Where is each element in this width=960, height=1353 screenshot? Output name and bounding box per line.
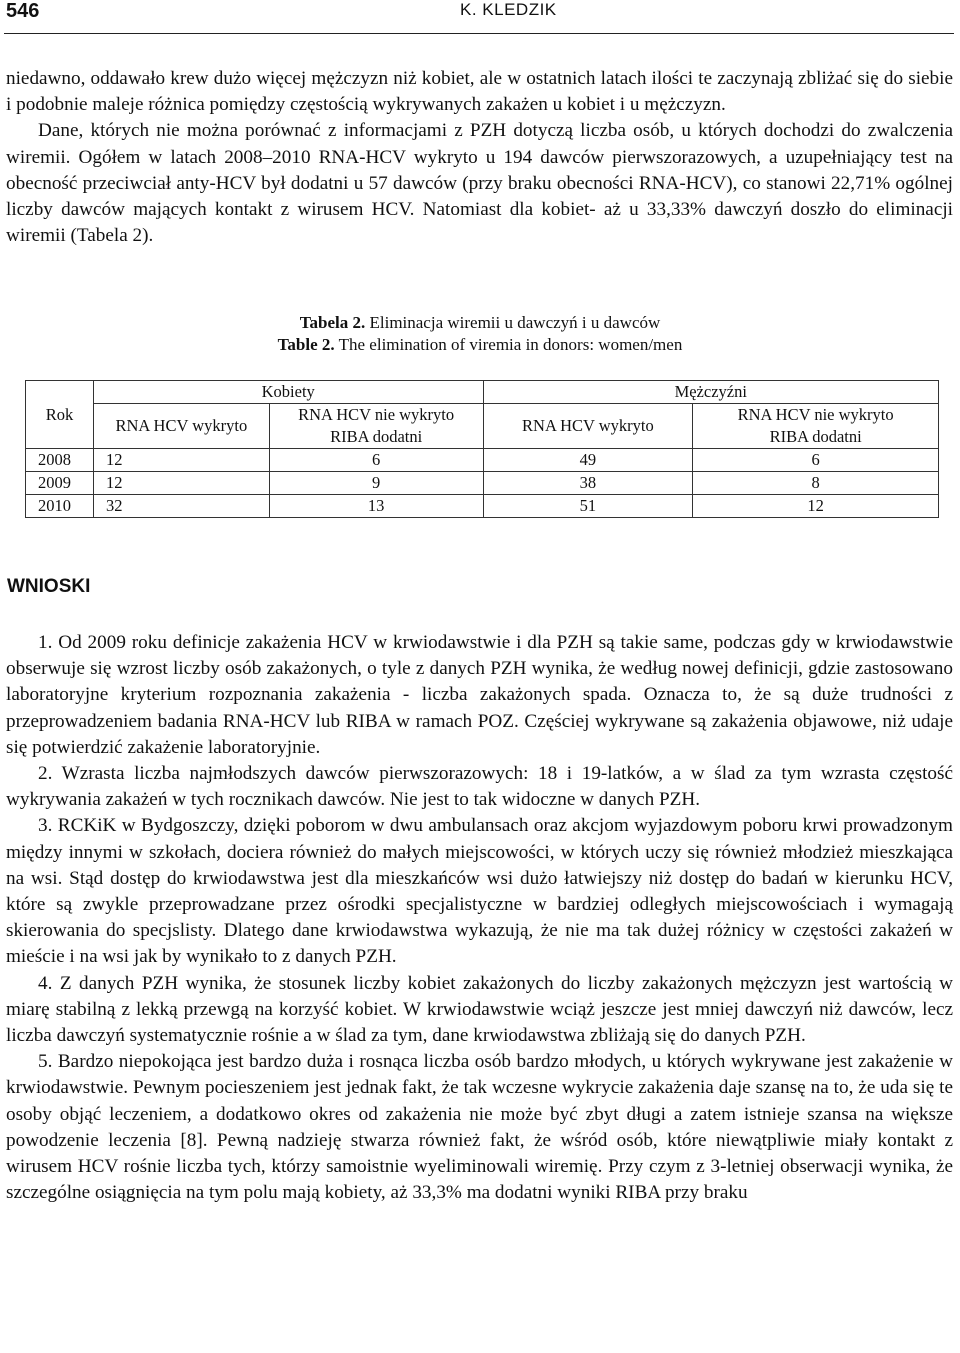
header-women-not-detected	[269, 404, 483, 449]
header-women: Kobiety	[93, 381, 483, 404]
header-rule	[4, 33, 954, 34]
table-row	[26, 449, 939, 472]
cell-men-detected: 49	[483, 449, 693, 472]
cell-year: 2008	[26, 449, 94, 472]
page-number: 546	[6, 0, 40, 22]
caption-text: The elimination of viremia in donors: women/men	[338, 335, 683, 354]
header-men: Mężczyźni	[483, 381, 938, 404]
header-women-detected: RNA HCV wykryto	[93, 404, 269, 449]
conclusion-item: 1. Od 2009 roku definicje zakażenia HCV w krwiodawstwie i dla PZH są takie same, podczas gdy w krwiodawstwie obserwuje się wzrost liczby osób zakażonych, o tyle z danych PZH wynika, że według nowej definicji, gdzie zastosowano laboratoryjne kryterium rozpoznania zakażenia - liczba zakażonych spada. Oznacza to, że są duże trudności z przeprowadzeniem badania RNA-HCV lub RIBA w ramach POZ. Częściej wykrywane są zakażenia objawowe, niż udaje się potwierdzić zakażenie laboratoryjnie.	[6, 632, 953, 758]
conclusion-item: 4. Z danych PZH wynika, że stosunek liczby kobiet zakażonych do liczby zakażonych mężczyzn jest wartością w miarę stabilną z lekką przewgą na korzyść kobiet. W krwiodawstwie wciąż jeszcze jest mniej dawczyń niż dawców, lecz liczba dawczyń systematycznie rośnie a w ślad za tym, dane krwiodawstwa zbliżają się do danych PZH.	[6, 972, 953, 1047]
cell-men-detected: 38	[483, 472, 693, 495]
cell-women-detected: 12	[93, 472, 269, 495]
table-caption-en	[0, 334, 960, 356]
table-group-header-row	[26, 381, 939, 404]
cell-women-riba: 13	[269, 495, 483, 518]
table-caption-pl	[0, 312, 960, 334]
header-line: RIBA dodatni	[769, 427, 862, 446]
intro-text	[6, 66, 953, 249]
caption-label: Table 2.	[277, 335, 335, 354]
table-row	[26, 472, 939, 495]
caption-label: Tabela 2.	[299, 313, 366, 332]
cell-year: 2010	[26, 495, 94, 518]
section-heading: WNIOSKI	[7, 576, 91, 597]
caption-text: Eliminacja wiremii u dawczyń i u dawców	[369, 313, 661, 332]
page-header	[0, 0, 960, 36]
paragraph: Dane, których nie można porównać z informacjami z PZH dotyczą liczba osób, u których dochodzi do zwalczenia wiremii. Ogółem w latach 2008–2010 RNA-HCV wykryto u 194 dawców pierwszorazowych, a uzupełniający test na obecność przeciwciał anty-HCV był dodatni u 57 dawców (przy braku obecności RNA-HCV), co stanowi 22,71% ogólnej liczby dawców mających kontakt z wirusem HCV. Natomiast dla kobiet- aż u 33,33% dawczyń doszło do eliminacji wiremii (Tabela 2).	[6, 120, 953, 247]
header-men-detected: RNA HCV wykryto	[483, 404, 693, 449]
cell-men-riba: 8	[693, 472, 939, 495]
cell-men-detected: 51	[483, 495, 693, 518]
header-line: RNA HCV nie wykryto	[298, 405, 455, 424]
conclusions-text	[6, 630, 953, 1206]
header-line: RIBA dodatni	[330, 427, 423, 446]
paragraph: niedawno, oddawało krew dużo więcej mężczyzn niż kobiet, ale w ostatnich latach ilości te zaczynają zbliżać się do siebie i podobnie maleje różnica pomiędzy częstością wykrywanych zakażen u kobiet i u mężczyzn.	[6, 68, 953, 116]
table-column-header-row	[26, 404, 939, 449]
conclusion-item: 5. Bardzo niepokojąca jest bardzo duża i rosnąca liczba osób bardzo młodych, u których wykrywane jest zakażenie w krwiodawstwie. Pewnym pocieszeniem jest jednak fakt, że tak wczesne wykrycie zakażenia daje szansę na to, że uda się te osoby objąć leczeniem, a dodatkowo okres od zakażenia nie może być zbyt długi a zatem istnieje szansa na większe powodzenie leczenia [8]. Pewną nadzieję stwarza również fakt, że wśród osób, które niewątpliwie miały kontakt z wirusem HCV rośnie liczba tych, którzy samoistnie wyeliminowali wiremię. Przy czym z 3-letniej obserwacji wynika, że szczególne osiągnięcia na tym polu mają kobiety, aż 33,3% ma dodatni wyniki RIBA przy braku	[6, 1051, 953, 1204]
cell-women-riba: 9	[269, 472, 483, 495]
cell-women-riba: 6	[269, 449, 483, 472]
header-line: RNA HCV nie wykryto	[737, 405, 894, 424]
header-year: Rok	[26, 381, 94, 449]
cell-men-riba: 6	[693, 449, 939, 472]
cell-women-detected: 12	[93, 449, 269, 472]
running-head: K. KLEDZIK	[460, 0, 557, 19]
header-men-not-detected	[693, 404, 939, 449]
conclusion-item: 3. RCKiK w Bydgoszczy, dzięki poborom w dwu ambulansach oraz akcjom wyjazdowym poboru krwi prowadzonym między innymi w szkołach, dociera również do małych miejscowości, w których uczy się również młodzież mieszkająca na wsi. Stąd dostęp do krwiodawstwa jest dla mieszkańców wsi dużo łatwiejszy niż dostęp do badań w kierunku HCV, które są zwykle przeprowadzane przez ośrodki specjalistyczne w bardziej odległych miejscowościach i wymagają skierowania do specjslisty. Dlatego dane krwiodawstwa wykazują, że nie ma tak dużej różnicy w częstości zakażeń w mieście i na wsi jak by wynikało to z danych PZH.	[6, 815, 953, 968]
cell-year: 2009	[26, 472, 94, 495]
elimination-table	[25, 380, 939, 518]
table-row	[26, 495, 939, 518]
cell-men-riba: 12	[693, 495, 939, 518]
cell-women-detected: 32	[93, 495, 269, 518]
conclusion-item: 2. Wzrasta liczba najmłodszych dawców pierwszorazowych: 18 i 19-latków, a w ślad za tym wzrasta częstość wykrywania zakażeń w tych rocznikach dawców. Nie jest to tak widoczne w danych PZH.	[6, 763, 953, 811]
